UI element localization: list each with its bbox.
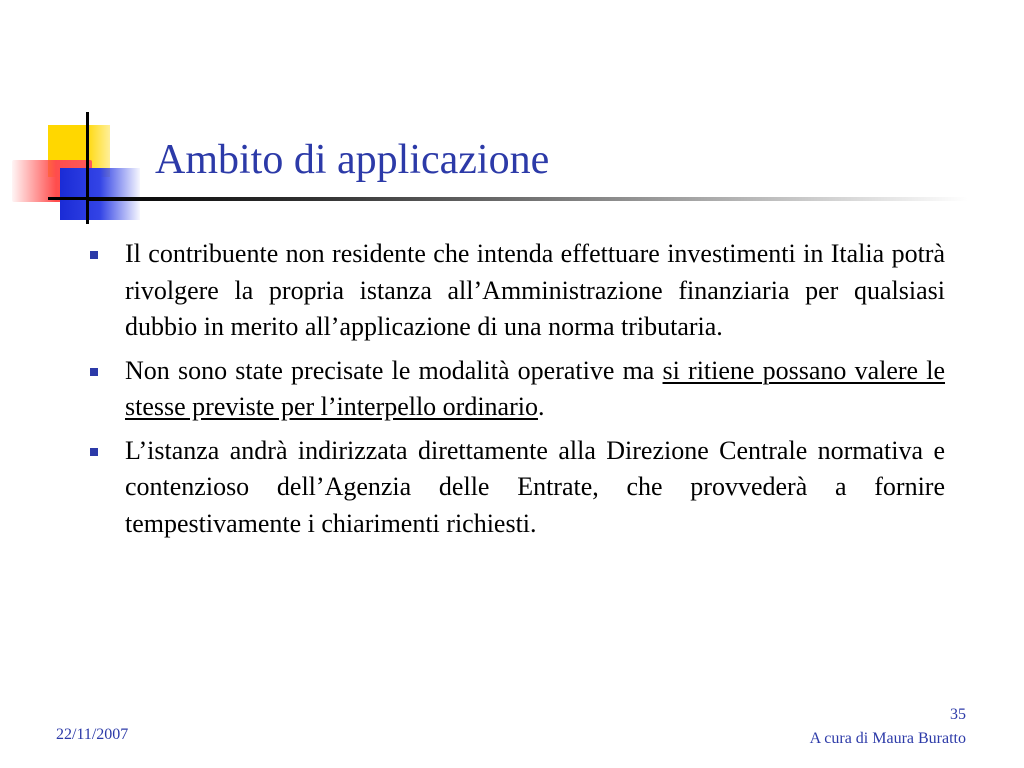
logo-vertical-line xyxy=(86,112,89,224)
logo-blue-square xyxy=(60,168,140,220)
slide-logo-graphic xyxy=(0,0,160,240)
bullet-text: Il contribuente non residente che intenda effettuare investimenti in Italia potrà rivolgere la propria istanza all’Amministrazione finanziaria per qualsiasi dubbio in merito all’applicazione di una norma tributaria. xyxy=(125,239,945,341)
bullet-list xyxy=(88,236,945,549)
bullet-item-1 xyxy=(88,236,945,346)
bullet-square-icon xyxy=(90,251,98,259)
bullet-text-end: . xyxy=(537,392,545,421)
slide-title: Ambito di applicazione xyxy=(155,137,550,183)
bullet-text: L’istanza andrà indirizzata direttamente alla Direzione Centrale normativa e contenzioso dell’Agenzia delle Entrate, che provvederà a fornire tempestivamente i chiarimenti richiesti. xyxy=(125,435,945,538)
footer-date: 22/11/2007 xyxy=(56,726,129,743)
bullet-underlined-text: si ritiene possano valere le stesse previste per l’interpello ordinario xyxy=(125,355,946,421)
title-divider xyxy=(88,197,968,201)
bullet-text: Non sono state precisate le modalità operative ma xyxy=(125,355,663,385)
bullet-square-icon xyxy=(90,448,98,456)
footer-author: A cura di Maura Buratto xyxy=(809,730,966,747)
bullet-item-2 xyxy=(88,353,945,426)
footer-page-number: 35 xyxy=(950,706,966,723)
bullet-square-icon xyxy=(90,368,98,376)
bullet-item-3 xyxy=(88,433,945,543)
